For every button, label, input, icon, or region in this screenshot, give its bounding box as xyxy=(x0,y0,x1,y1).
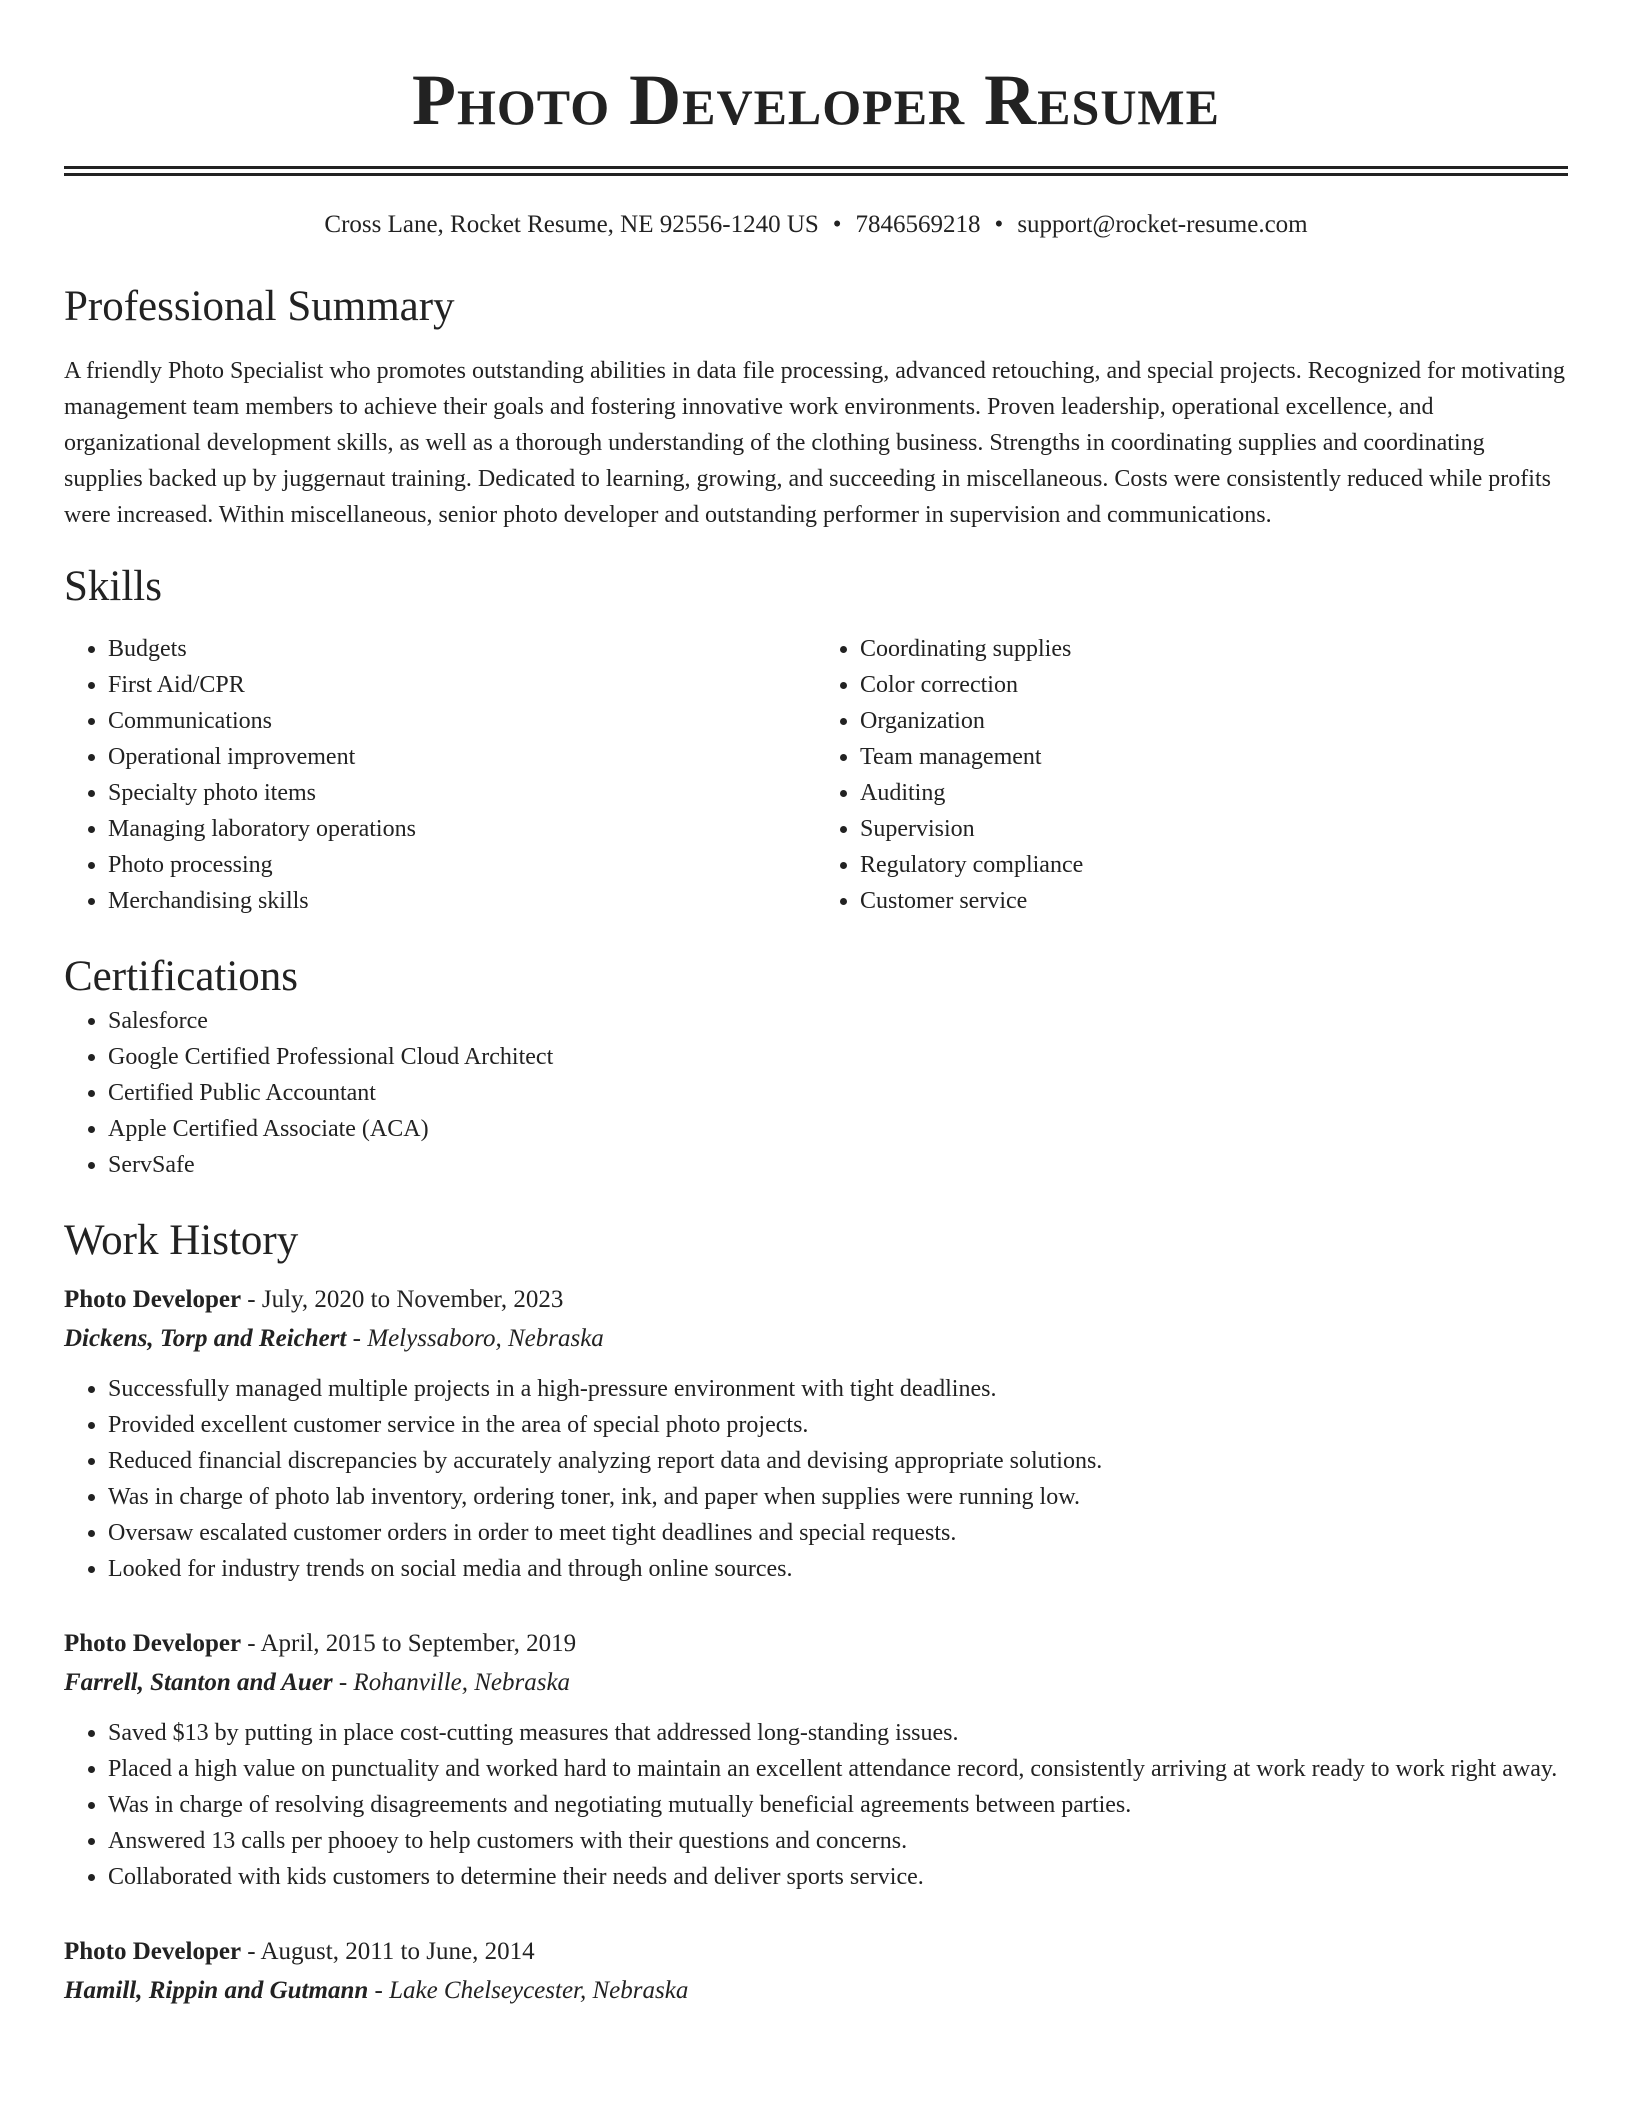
certification-item: • Google Certified Professional Cloud Architect xyxy=(108,1039,1568,1075)
skill-item: • Supervision xyxy=(860,811,1568,847)
job-location: - Lake Chelseycester, Nebraska xyxy=(368,1977,689,2004)
job-entry xyxy=(64,1933,1568,2011)
job-title: Photo Developer xyxy=(64,1286,242,1313)
job-company: Hamill, Rippin and Gutmann xyxy=(64,1977,369,2004)
contact-line xyxy=(64,209,1568,241)
section-heading-certifications: Certifications xyxy=(64,953,299,1000)
contact-email: support@rocket-resume.com xyxy=(1017,211,1308,238)
contact-address: Cross Lane, Rocket Resume, NE 92556-1240 US xyxy=(324,211,819,238)
job-duties-list xyxy=(64,1715,1568,1895)
job-duty: • Successfully managed multiple projects in a high-pressure environment with tight deadlines. xyxy=(108,1371,1568,1407)
job-duty: • Was in charge of resolving disagreements and negotiating mutually beneficial agreements between parties. xyxy=(108,1787,1568,1823)
job-company: Dickens, Torp and Reichert xyxy=(64,1325,347,1352)
certification-item: • Salesforce xyxy=(108,1003,1568,1039)
job-duty: • Provided excellent customer service in the area of special photo projects. xyxy=(108,1407,1568,1443)
skill-item: • Organization xyxy=(860,703,1568,739)
skill-item: • Photo processing xyxy=(108,847,816,883)
job-duty: • Looked for industry trends on social media and through online sources. xyxy=(108,1551,1568,1587)
job-dates: - August, 2011 to June, 2014 xyxy=(241,1938,535,1965)
job-duty: • Reduced financial discrepancies by accurately analyzing report data and devising appropriate solutions. xyxy=(108,1443,1568,1479)
certifications-list xyxy=(64,1003,1568,1183)
skill-item: • Operational improvement xyxy=(108,739,816,775)
section-heading-summary: Professional Summary xyxy=(64,283,455,330)
resume-page xyxy=(64,0,1568,2011)
contact-separator: • xyxy=(994,211,1004,238)
skill-item: • Coordinating supplies xyxy=(860,631,1568,667)
job-location: - Melyssaboro, Nebraska xyxy=(346,1325,604,1352)
job-entry xyxy=(64,1281,1568,1587)
job-dates: - April, 2015 to September, 2019 xyxy=(241,1630,577,1657)
job-employer xyxy=(64,1319,1568,1359)
job-duty: • Was in charge of photo lab inventory, ordering toner, ink, and paper when supplies were running low. xyxy=(108,1479,1568,1515)
contact-phone: 7846569218 xyxy=(855,211,981,238)
skill-item: • Team management xyxy=(860,739,1568,775)
job-duty: • Oversaw escalated customer orders in order to meet tight deadlines and special requests. xyxy=(108,1515,1568,1551)
skills-list-right xyxy=(816,631,1568,919)
job-entry xyxy=(64,1625,1568,1895)
job-employer xyxy=(64,1971,1568,2011)
section-heading-work-history: Work History xyxy=(64,1217,299,1264)
section-heading-skills: Skills xyxy=(64,563,162,610)
job-title: Photo Developer xyxy=(64,1630,242,1657)
job-header xyxy=(64,1281,1568,1319)
job-company: Farrell, Stanton and Auer xyxy=(64,1669,333,1696)
skill-item: • First Aid/CPR xyxy=(108,667,816,703)
skill-item: • Budgets xyxy=(108,631,816,667)
certification-item: • Apple Certified Associate (ACA) xyxy=(108,1111,1568,1147)
document-title: Photo Developer Resume xyxy=(412,60,1220,140)
job-dates: - July, 2020 to November, 2023 xyxy=(241,1286,564,1313)
skill-item: • Customer service xyxy=(860,883,1568,919)
skill-item: • Regulatory compliance xyxy=(860,847,1568,883)
skill-item: • Color correction xyxy=(860,667,1568,703)
summary-text: A friendly Photo Specialist who promotes outstanding abilities in data file processing, advanced retouching, and special projects. Recognized for motivating management team members to achieve their goals and fostering innovative work environments. Proven leadership, operational excellence, and organizational development skills, as well as a thorough understanding of the clothing business. Strengths in coordinating supplies and coordinating supplies backed up by juggernaut training. Dedicated to learning, growing, and succeeding in miscellaneous. Costs were consistently reduced while profits were increased. Within miscellaneous, senior photo developer and outstanding performer in supervision and communications. xyxy=(64,358,1565,528)
job-title: Photo Developer xyxy=(64,1938,242,1965)
job-location: - Rohanville, Nebraska xyxy=(332,1669,571,1696)
contact-separator: • xyxy=(832,211,842,238)
job-duty: • Placed a high value on punctuality and worked hard to maintain an excellent attendance record, consistently arriving at work ready to work right away. xyxy=(108,1751,1568,1787)
skill-item: • Managing laboratory operations xyxy=(108,811,816,847)
skill-item: • Communications xyxy=(108,703,816,739)
title-double-rule xyxy=(64,166,1568,176)
job-duty: • Collaborated with kids customers to determine their needs and deliver sports service. xyxy=(108,1859,1568,1895)
job-header xyxy=(64,1933,1568,1971)
job-header xyxy=(64,1625,1568,1663)
skill-item: • Specialty photo items xyxy=(108,775,816,811)
certification-item: • Certified Public Accountant xyxy=(108,1075,1568,1111)
certification-item: • ServSafe xyxy=(108,1147,1568,1183)
job-duty: • Answered 13 calls per phooey to help customers with their questions and concerns. xyxy=(108,1823,1568,1859)
job-duty: • Saved $13 by putting in place cost-cutting measures that addressed long-standing issues. xyxy=(108,1715,1568,1751)
job-employer xyxy=(64,1663,1568,1703)
skills-columns xyxy=(64,631,1568,919)
job-duties-list xyxy=(64,1371,1568,1587)
skill-item: • Merchandising skills xyxy=(108,883,816,919)
skill-item: • Auditing xyxy=(860,775,1568,811)
skills-list-left xyxy=(64,631,816,919)
